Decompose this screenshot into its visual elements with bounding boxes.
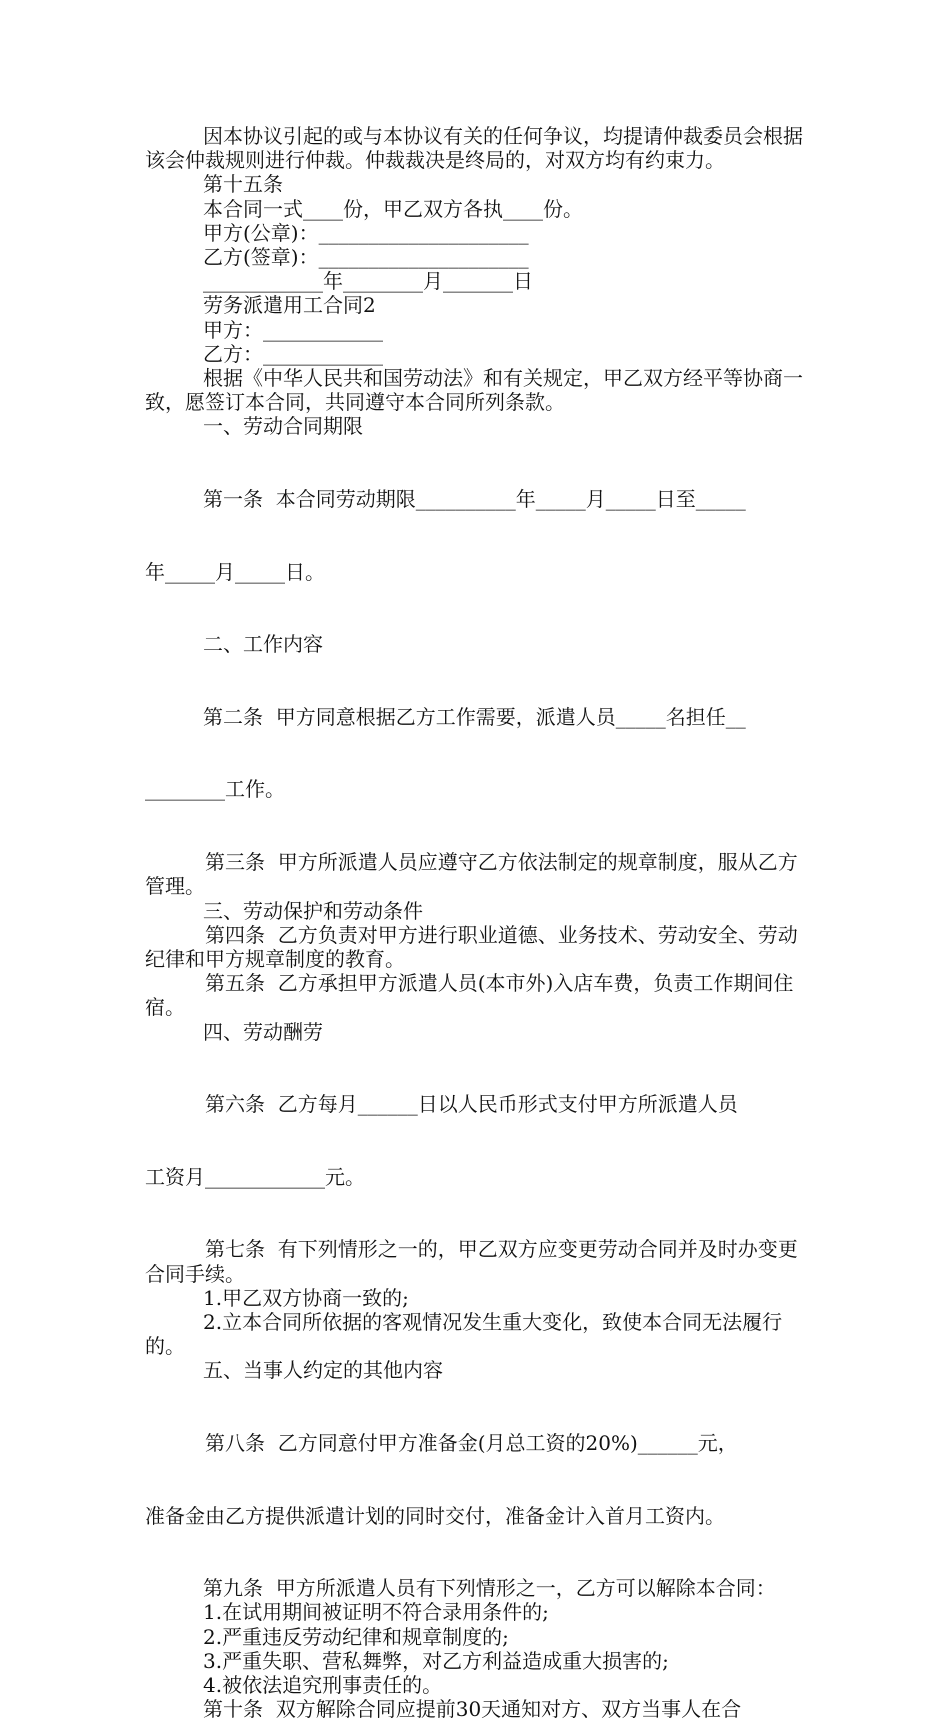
party-a-seal-line: 甲方(公章)：_____________________ <box>203 220 529 245</box>
article-9: 第九条 甲方所派遣人员有下列情形之一，乙方可以解除本合同： <box>203 1576 776 1601</box>
party-b-line: 乙方：____________ <box>203 341 383 366</box>
article-1-line-2: 年_____月_____日。 <box>145 559 325 584</box>
article-7: 第七条 有下列情形之一的，甲乙双方应变更劳动合同并及时办变更合同手续。 <box>145 1237 798 1286</box>
article-9-item-2: 2.严重违反劳动纪律和规章制度的; <box>203 1624 509 1649</box>
article-10: 第十条 双方解除合同应提前30天通知对方、双方当事人在合 <box>203 1697 742 1721</box>
article-3: 第三条 甲方所派遣人员应遵守乙方依法制定的规章制度，服从乙方管理。 <box>145 850 798 899</box>
document-body <box>145 124 810 1721</box>
article-7-item-1: 1.甲乙双方协商一致的; <box>203 1285 409 1310</box>
article-8 <box>145 1383 810 1577</box>
preamble: 根据《中华人民共和国劳动法》和有关规定，甲乙双方经平等协商一致，愿签订本合同，共同遵守本合同所列条款。 <box>145 366 803 415</box>
article-6-line-2: 工资月____________元。 <box>145 1164 365 1189</box>
party-b-signature-line: 乙方(签章)：_____________________ <box>203 245 529 270</box>
article-6-line-1: 第六条 乙方每月______日以人民币形式支付甲方所派遣人员 <box>205 1092 738 1117</box>
article-5: 第五条 乙方承担甲方派遣人员(本市外)入店车费，负责工作期间住宿。 <box>145 971 794 1020</box>
article-2-line-2: ________工作。 <box>145 777 285 802</box>
section-3-heading: 三、劳动保护和劳动条件 <box>203 898 423 923</box>
article-4: 第四条 乙方负责对甲方进行职业道德、业务技术、劳动安全、劳动纪律和甲方规章制度的教育。 <box>145 922 798 971</box>
article-6 <box>145 1044 810 1238</box>
article-8-line-2: 准备金由乙方提供派遣计划的同时交付，准备金计入首月工资内。 <box>145 1503 725 1528</box>
article-7-item-2: 2.立本合同所依据的客观情况发生重大变化，致使本合同无法履行的。 <box>145 1309 783 1359</box>
article-9-item-3: 3.严重失职、营私舞弊，对乙方利益造成重大损害的; <box>203 1648 669 1673</box>
date-line: ____________年________月_______日 <box>203 269 533 294</box>
article-2-line-1: 第二条 甲方同意根据乙方工作需要，派遣人员_____名担任__ <box>203 704 746 729</box>
party-a-line: 甲方：____________ <box>203 317 383 342</box>
copies-clause: 本合同一式____份，甲乙双方各执____份。 <box>203 196 583 221</box>
paragraph-arbitration: 因本协议引起的或与本协议有关的任何争议，均提请仲裁委员会根据该会仲裁规则进行仲裁。仲裁裁决是终局的，对双方均有约束力。 <box>145 124 803 173</box>
article-15-heading: 第十五条 <box>203 172 283 197</box>
article-9-item-1: 1.在试用期间被证明不符合录用条件的; <box>203 1600 549 1625</box>
contract-title: 劳务派遣用工合同2 <box>203 293 376 318</box>
article-8-line-1: 第八条 乙方同意付甲方准备金(月总工资的20%)______元， <box>205 1430 738 1455</box>
article-2 <box>145 656 810 850</box>
article-1-line-1: 第一条 本合同劳动期限__________年_____月_____日至_____ <box>203 487 746 512</box>
article-9-item-4: 4.被依法追究刑事责任的。 <box>203 1673 443 1697</box>
section-1-heading: 一、劳动合同期限 <box>203 414 363 439</box>
article-1 <box>145 439 810 633</box>
section-5-heading: 五、当事人约定的其他内容 <box>203 1358 443 1383</box>
section-2-heading: 二、工作内容 <box>203 632 323 657</box>
section-4-heading: 四、劳动酬劳 <box>203 1019 323 1044</box>
